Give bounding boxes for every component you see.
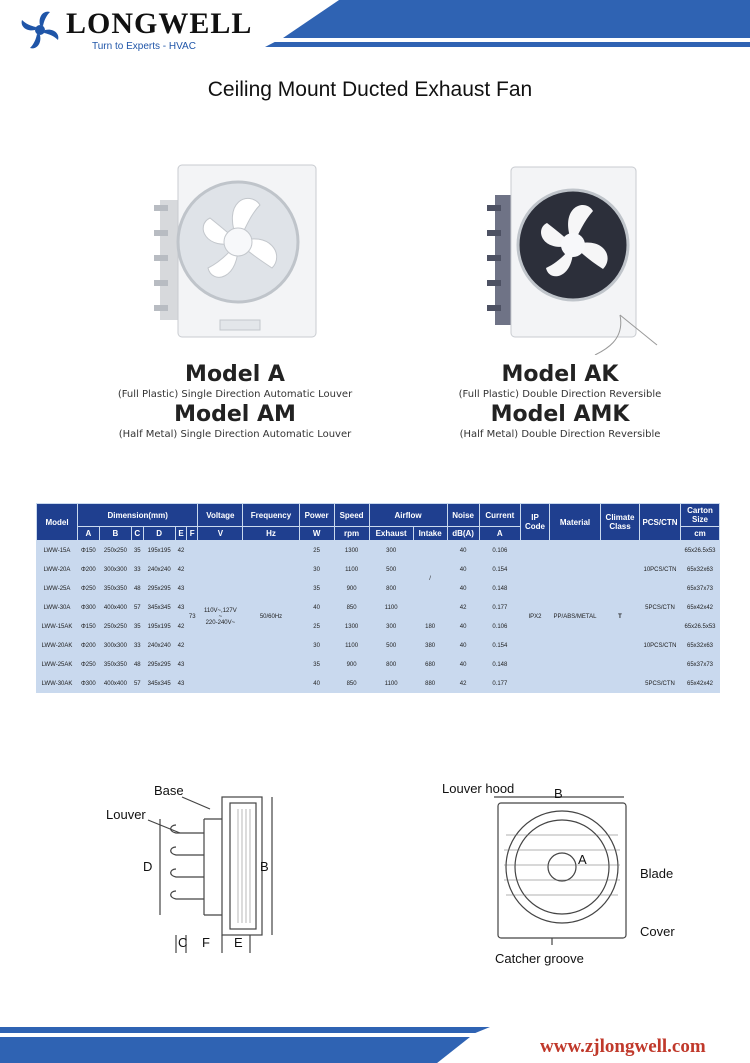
cell-e: 42 [177, 566, 185, 573]
cell-ip-merged: IPX2 [528, 614, 542, 620]
cell-pcs: 10PCS/CTN [643, 642, 677, 649]
label-e: E [234, 935, 243, 950]
sub-d: D [143, 527, 175, 541]
label-cover: Cover [640, 924, 675, 939]
cell-a: Φ200 [80, 642, 96, 649]
cell-current: 0.177 [492, 604, 508, 611]
cell-a: Φ300 [80, 680, 96, 687]
cell-model: LWW-30A [43, 604, 71, 611]
cell-b: 400x400 [103, 680, 127, 687]
cell-carton: 65x37x73 [686, 661, 714, 668]
cell-noise: 40 [459, 566, 467, 573]
cell-intake: 880 [425, 680, 436, 687]
cell-f-merged: 73 [188, 614, 196, 620]
col-climate: Climate Class [601, 504, 640, 541]
cell-model: LWW-15A [43, 547, 71, 554]
cell-pcs: 10PCS/CTN [643, 566, 677, 573]
cell-d: 195x195 [147, 547, 171, 554]
cell-power: 40 [313, 680, 320, 687]
cell-speed: 850 [346, 604, 357, 611]
cell-d: 345x345 [147, 680, 171, 687]
model-amk-desc: (Half Metal) Double Direction Reversible [459, 429, 661, 440]
col-pcs: PCS/CTN [640, 504, 681, 541]
cell-model: LWW-20A [43, 566, 71, 573]
cell-b: 300x300 [103, 642, 127, 649]
spec-table [36, 503, 720, 693]
header-band [283, 0, 750, 38]
cell-pcs [640, 541, 681, 561]
cell-current: 0.148 [492, 661, 508, 668]
cell-noise: 40 [459, 661, 467, 668]
sub-e: E [175, 527, 186, 541]
cell-a: Φ300 [80, 604, 96, 611]
model-am-name: Model AM [174, 402, 296, 427]
cell-d: 295x295 [147, 585, 171, 592]
cell-pcs [640, 617, 681, 636]
cell-carton: 65x32x63 [686, 566, 714, 573]
cell-c: 33 [133, 642, 141, 649]
cell-model: LWW-20AK [41, 642, 73, 649]
label-base: Base [154, 783, 184, 798]
front-view-diagram [490, 795, 630, 945]
cell-current: 0.154 [492, 566, 508, 573]
cell-exhaust: 1100 [384, 604, 398, 611]
sub-amp: A [479, 527, 520, 541]
cell-d: 345x345 [147, 604, 171, 611]
cell-e: 43 [177, 604, 185, 611]
model-amk-name: Model AMK [490, 402, 630, 427]
cell-e: 43 [177, 585, 185, 592]
cell-current: 0.106 [492, 623, 508, 630]
cell-exhaust: 1100 [384, 680, 398, 687]
label-catcher-groove: Catcher groove [495, 951, 584, 966]
cell-a: Φ200 [80, 566, 96, 573]
sub-exhaust: Exhaust [369, 527, 413, 541]
cell-carton: 65x37x73 [686, 585, 714, 592]
footer-band [0, 1037, 470, 1063]
cell-e: 43 [177, 661, 185, 668]
cell-c: 48 [133, 661, 141, 668]
col-carton: Carton Size [681, 504, 720, 527]
side-view-diagram [140, 785, 300, 960]
label-louver-hood: Louver hood [442, 781, 515, 796]
cell-exhaust: 500 [386, 566, 397, 573]
cell-model: LWW-25AK [41, 661, 73, 668]
cell-voltage-merged: 110V~,127V ~ 220-240V~ [203, 608, 237, 626]
sub-f: F [187, 527, 198, 541]
label-blade: Blade [640, 866, 674, 881]
cell-intake-merged: / [429, 576, 431, 582]
col-material: Material [550, 504, 601, 541]
sub-w: W [299, 527, 334, 541]
cell-power: 35 [313, 585, 320, 592]
col-voltage: Voltage [198, 504, 243, 527]
model-ak-caption [425, 362, 695, 442]
cell-current: 0.177 [492, 680, 508, 687]
cell-e: 42 [177, 623, 185, 630]
cell-e: 42 [177, 547, 185, 554]
fan-model-a-image [150, 160, 320, 345]
cell-e: 42 [177, 642, 185, 649]
col-noise: Noise [447, 504, 479, 527]
cell-exhaust: 800 [386, 585, 397, 592]
cell-exhaust: 300 [386, 623, 397, 630]
cell-speed: 1100 [345, 642, 359, 649]
logo [18, 8, 252, 52]
model-ak-desc: (Full Plastic) Double Direction Reversible [458, 389, 662, 400]
cell-power: 35 [313, 661, 320, 668]
cell-carton: 65x26.5x53 [684, 623, 716, 630]
cell-pcs [640, 579, 681, 598]
fan-logo-icon [18, 8, 62, 52]
website-link[interactable]: www.zjlongwell.com [540, 1036, 706, 1057]
cell-d: 240x240 [147, 642, 171, 649]
sub-dba: dB(A) [447, 527, 479, 541]
sub-rpm: rpm [334, 527, 369, 541]
col-model: Model [37, 504, 78, 541]
label-d: D [143, 859, 153, 874]
cell-intake: 380 [425, 642, 436, 649]
cell-b: 400x400 [103, 604, 127, 611]
cell-exhaust: 300 [386, 547, 397, 554]
cell-d: 240x240 [147, 566, 171, 573]
sub-b: B [99, 527, 131, 541]
footer-stripe [0, 1027, 490, 1033]
cell-intake: 680 [425, 661, 436, 668]
cell-power: 40 [313, 604, 320, 611]
label-louver: Louver [106, 807, 146, 822]
sub-cm: cm [681, 527, 720, 541]
cell-c: 48 [133, 585, 141, 592]
cell-c: 33 [133, 566, 141, 573]
cell-exhaust: 500 [386, 642, 397, 649]
label-a: A [578, 852, 587, 867]
table-header-row [37, 504, 720, 527]
cell-current: 0.148 [492, 585, 508, 592]
cell-noise: 40 [459, 585, 467, 592]
model-a-desc: (Full Plastic) Single Direction Automatic Louver [117, 389, 353, 400]
cell-frequency-merged: 50/60Hz [259, 614, 283, 620]
page-title: Ceiling Mount Ducted Exhaust Fan [207, 78, 533, 101]
cell-carton: 65x26.5x53 [684, 547, 716, 554]
label-b-front: B [554, 786, 563, 801]
cell-current: 0.106 [492, 547, 508, 554]
cell-speed: 900 [346, 661, 357, 668]
cell-power: 30 [313, 642, 320, 649]
label-c: C [178, 935, 188, 950]
col-power: Power [299, 504, 334, 527]
cell-a: Φ250 [80, 661, 96, 668]
col-frequency: Frequency [243, 504, 299, 527]
cell-material-merged: PP/ABS/METAL [553, 614, 597, 620]
model-a-name: Model A [185, 362, 285, 387]
cell-b: 250x250 [103, 623, 127, 630]
cell-a: Φ150 [80, 547, 96, 554]
cell-model: LWW-25A [43, 585, 71, 592]
cell-noise: 40 [459, 547, 467, 554]
model-ak-name: Model AK [501, 362, 619, 387]
model-am-desc: (Half Metal) Single Direction Automatic Louver [118, 429, 352, 440]
cell-noise: 40 [459, 642, 467, 649]
sub-v: V [198, 527, 243, 541]
cell-power: 25 [313, 623, 320, 630]
cell-b: 300x300 [103, 566, 127, 573]
cell-c: 35 [133, 623, 141, 630]
cell-noise: 40 [459, 623, 467, 630]
cell-pcs: 5PCS/CTN [645, 680, 675, 687]
label-f: F [202, 935, 210, 950]
col-ip: IP Code [521, 504, 550, 541]
cell-d: 295x295 [147, 661, 171, 668]
cell-pcs: 5PCS/CTN [645, 604, 675, 611]
cell-intake: 180 [425, 623, 436, 630]
fan-model-ak-image [485, 165, 660, 355]
cell-b: 250x250 [103, 547, 127, 554]
sub-c: C [132, 527, 143, 541]
cell-c: 35 [133, 547, 141, 554]
cell-a: Φ150 [80, 623, 96, 630]
cell-b: 350x350 [103, 661, 127, 668]
col-dimension: Dimension(mm) [78, 504, 198, 527]
cell-climate-merged: T [618, 614, 622, 620]
sub-intake: Intake [413, 527, 447, 541]
cell-speed: 1300 [344, 623, 359, 630]
col-current: Current [479, 504, 520, 527]
cell-c: 57 [133, 604, 141, 611]
cell-d: 195x195 [147, 623, 171, 630]
col-airflow: Airflow [369, 504, 447, 527]
table-row [37, 541, 720, 561]
cell-speed: 900 [346, 585, 357, 592]
cell-b: 350x350 [103, 585, 127, 592]
cell-noise: 42 [459, 604, 467, 611]
cell-carton: 65x32x63 [686, 642, 714, 649]
sub-a: A [78, 527, 100, 541]
cell-exhaust: 800 [386, 661, 397, 668]
cell-speed: 1100 [345, 566, 359, 573]
label-b-side: B [260, 859, 269, 874]
cell-speed: 1300 [344, 547, 359, 554]
cell-carton: 65x42x42 [686, 604, 714, 611]
cell-current: 0.154 [492, 642, 508, 649]
cell-power: 25 [313, 547, 320, 554]
cell-speed: 850 [346, 680, 357, 687]
header-stripe [265, 42, 750, 47]
cell-power: 30 [313, 566, 320, 573]
cell-c: 57 [133, 680, 141, 687]
cell-a: Φ250 [80, 585, 96, 592]
col-speed: Speed [334, 504, 369, 527]
cell-pcs [640, 655, 681, 674]
model-a-caption [100, 362, 370, 442]
brand-tagline: Turn to Experts - HVAC [92, 40, 196, 52]
sub-hz: Hz [243, 527, 299, 541]
cell-model: LWW-15AK [41, 623, 73, 630]
cell-carton: 65x42x42 [686, 680, 714, 687]
cell-model: LWW-30AK [41, 680, 73, 687]
cell-noise: 42 [459, 680, 467, 687]
brand-name: LONGWELL [66, 6, 253, 40]
cell-e: 43 [177, 680, 185, 687]
